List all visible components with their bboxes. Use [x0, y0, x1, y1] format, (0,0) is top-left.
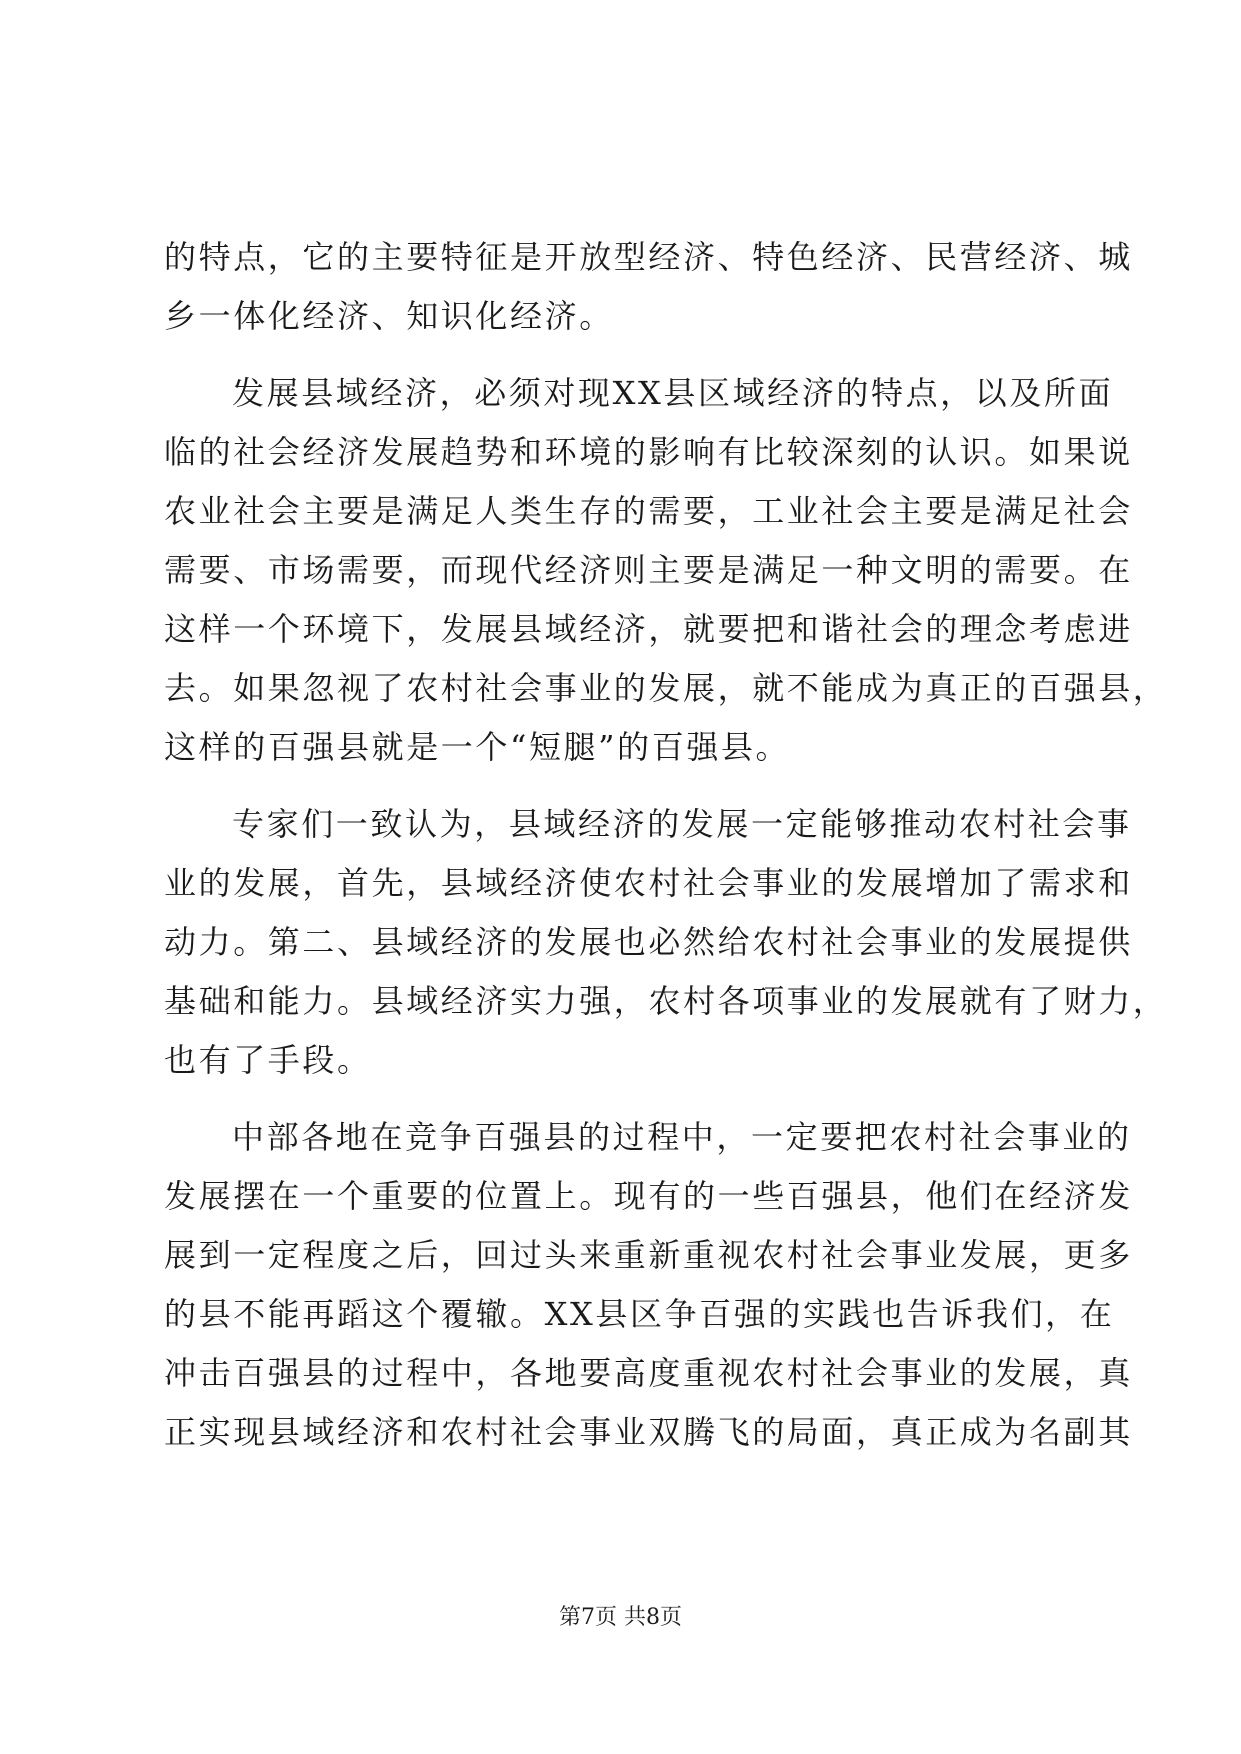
text-line: 这样一个环境下，发展县域经济，就要把和谐社会的理念考虑进 — [164, 610, 1133, 648]
text-line: 动力。第二、县域经济的发展也必然给农村社会事业的发展提供 — [164, 923, 1133, 961]
paragraph — [164, 228, 1133, 346]
paragraph — [164, 795, 1168, 1090]
text-line: 冲击百强县的过程中，各地要高度重视农村社会事业的发展，真 — [164, 1354, 1133, 1392]
text-line: 需要、市场需要，而现代经济则主要是满足一种文明的需要。在 — [164, 551, 1133, 589]
paragraph — [164, 1108, 1133, 1462]
text-line: 正实现县域经济和农村社会事业双腾飞的局面，真正成为名副其 — [164, 1413, 1133, 1451]
text-line: 农业社会主要是满足人类生存的需要，工业社会主要是满足社会 — [164, 492, 1133, 530]
page-number: 第7页 共8页 — [559, 1605, 682, 1630]
text-line: 中部各地在竞争百强县的过程中，一定要把农村社会事业的 — [232, 1118, 1132, 1156]
text-line: 基础和能力。县域经济实力强，农村各项事业的发展就有了财力， — [164, 982, 1168, 1020]
text-line: 这样的百强县就是一个“短腿”的百强县。 — [164, 728, 791, 766]
text-line: 业的发展，首先，县域经济使农村社会事业的发展增加了需求和 — [164, 864, 1133, 902]
text-line: 发展县域经济，必须对现XX县区域经济的特点，以及所面 — [232, 374, 1114, 412]
paragraph — [164, 364, 1168, 777]
text-line: 的特点，它的主要特征是开放型经济、特色经济、民营经济、城 — [164, 238, 1133, 276]
text-line: 乡一体化经济、知识化经济。 — [164, 297, 614, 335]
document-body — [164, 228, 1168, 1462]
text-line: 去。如果忽视了农村社会事业的发展，就不能成为真正的百强县， — [164, 669, 1168, 707]
text-line: 也有了手段。 — [164, 1041, 372, 1079]
text-line: 临的社会经济发展趋势和环境的影响有比较深刻的认识。如果说 — [164, 433, 1133, 471]
text-line: 专家们一致认为，县域经济的发展一定能够推动农村社会事 — [232, 805, 1132, 843]
text-line: 的县不能再蹈这个覆辙。XX县区争百强的实践也告诉我们，在 — [164, 1295, 1115, 1333]
text-line: 展到一定程度之后，回过头来重新重视农村社会事业发展，更多 — [164, 1236, 1133, 1274]
text-line: 发展摆在一个重要的位置上。现有的一些百强县，他们在经济发 — [164, 1177, 1133, 1215]
